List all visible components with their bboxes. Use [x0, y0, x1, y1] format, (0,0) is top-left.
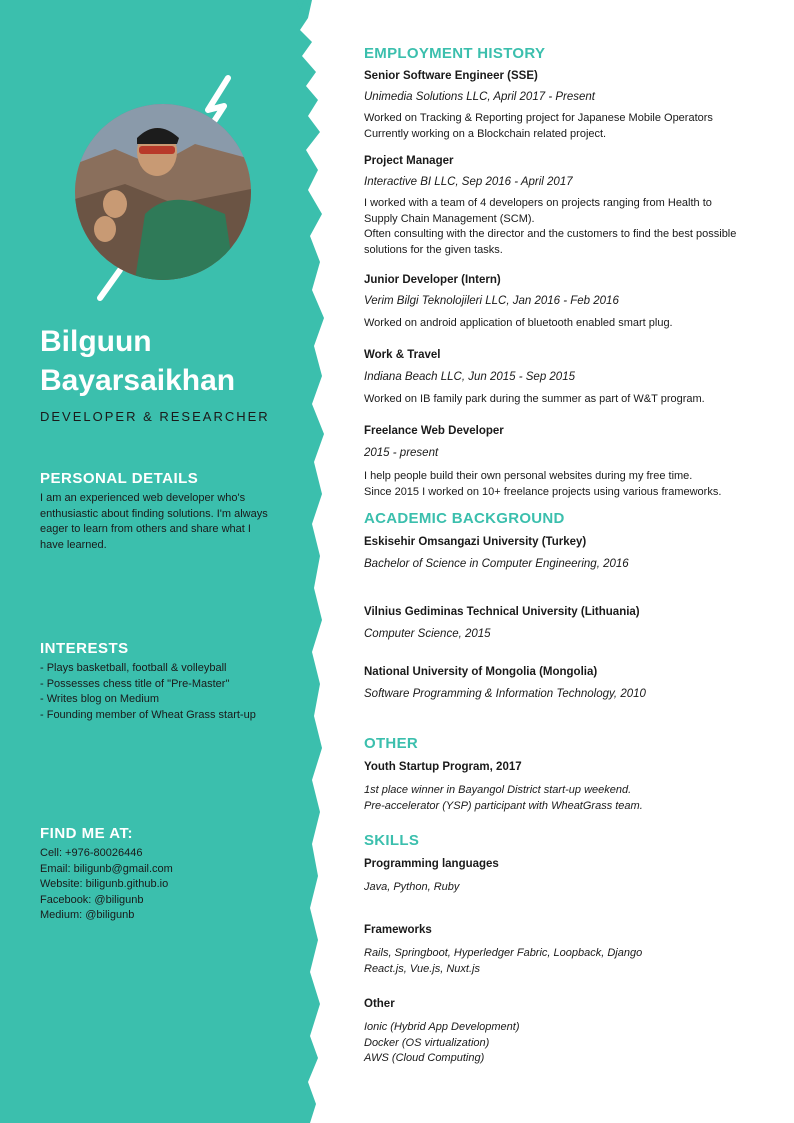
school-degree: Computer Science, 2015: [364, 628, 491, 640]
contact-facebook[interactable]: Facebook: @biligunb: [40, 893, 144, 906]
first-name: Bilguun: [40, 325, 152, 358]
text-line: Worked on IB family park during the summer as part of W&T program.: [364, 393, 705, 405]
text-line: Worked on android application of bluetooth enabled smart plug.: [364, 317, 673, 329]
skill-group-items: [364, 880, 764, 896]
other-heading: OTHER: [364, 735, 418, 752]
text-line: Since 2015 I worked on 10+ freelance projects using various frameworks.: [364, 485, 722, 498]
employment-heading: EMPLOYMENT HISTORY: [364, 45, 546, 62]
text-line: React.js, Vue.js, Nuxt.js: [364, 962, 480, 975]
job-title: Junior Developer (Intern): [364, 274, 501, 286]
text-line: Supply Chain Management (SCM).: [364, 212, 535, 225]
contact-medium[interactable]: Medium: @biligunb: [40, 909, 135, 921]
school-degree: Software Programming & Information Technology, 2010: [364, 688, 646, 700]
list-item: - Possesses chess title of "Pre-Master": [40, 677, 230, 690]
list-item: - Writes blog on Medium: [40, 693, 160, 705]
school-title: National University of Mongolia (Mongolia): [364, 666, 598, 678]
contact-heading: FIND ME AT:: [40, 825, 133, 842]
skill-group-title: Frameworks: [364, 924, 432, 936]
full-name: [40, 322, 320, 400]
job-subtitle: Unimedia Solutions LLC, April 2017 - Present: [364, 91, 595, 103]
skills-heading: SKILLS: [364, 832, 420, 849]
school-degree: Bachelor of Science in Computer Engineering, 2016: [364, 558, 629, 570]
personal-details-text: [40, 491, 290, 553]
interests-list: [40, 661, 290, 723]
text-line: enthusiastic about finding solutions. I'm always: [40, 507, 268, 520]
profile-photo: [75, 104, 251, 280]
other-item-description: [364, 783, 764, 814]
job-description: [364, 469, 764, 500]
job-subtitle: Interactive BI LLC, Sep 2016 - April 2017: [364, 176, 573, 188]
list-item: - Plays basketball, football & volleyball: [40, 662, 227, 674]
text-line: Docker (OS virtualization): [364, 1036, 490, 1049]
job-title: Work & Travel: [364, 349, 441, 361]
text-line: eager to learn from others and share what I: [40, 523, 251, 535]
text-line: AWS (Cloud Computing): [364, 1052, 485, 1064]
last-name: Bayarsaikhan: [40, 364, 236, 397]
job-description: [364, 392, 764, 408]
interests-heading: INTERESTS: [40, 640, 129, 657]
contact-website[interactable]: Website: biligunb.github.io: [40, 878, 169, 890]
job-title: Project Manager: [364, 155, 454, 167]
skill-group-items: [364, 1020, 764, 1067]
contact-phone[interactable]: Cell: +976-80026446: [40, 847, 143, 859]
text-line: Worked on Tracking & Reporting project for Japanese Mobile Operators: [364, 112, 713, 124]
text-line: Currently working on a Blockchain related project.: [364, 127, 607, 140]
job-title: Senior Software Engineer (SSE): [364, 70, 538, 82]
text-line: I worked with a team of 4 developers on projects ranging from Health to: [364, 197, 712, 209]
text-line: Pre-accelerator (YSP) participant with WheatGrass team.: [364, 799, 643, 812]
academic-heading: ACADEMIC BACKGROUND: [364, 510, 565, 527]
job-description: [364, 316, 764, 332]
skill-group-title: Other: [364, 998, 395, 1010]
text-line: Java, Python, Ruby: [364, 881, 460, 893]
list-item: - Founding member of Wheat Grass start-up: [40, 708, 256, 721]
text-line: solutions for the given tasks.: [364, 243, 503, 256]
text-line: Ionic (Hybrid App Development): [364, 1021, 520, 1033]
text-line: Often consulting with the director and the customers to find the best possible: [364, 228, 737, 240]
text-line: I help people build their own personal websites during my free time.: [364, 470, 693, 482]
text-line: I am an experienced web developer who's: [40, 492, 246, 504]
job-description: [364, 196, 764, 258]
text-line: have learned.: [40, 538, 107, 551]
job-role: DEVELOPER & RESEARCHER: [40, 409, 270, 424]
contact-email[interactable]: Email: biligunb@gmail.com: [40, 862, 173, 875]
job-subtitle: Verim Bilgi Teknolojileri LLC, Jan 2016 - Feb 2016: [364, 295, 619, 307]
text-line: 1st place winner in Bayangol District start-up weekend.: [364, 784, 632, 796]
school-title: Eskisehir Omsangazi University (Turkey): [364, 536, 587, 548]
text-line: Rails, Springboot, Hyperledger Fabric, Loopback, Django: [364, 947, 643, 959]
skill-group-title: Programming languages: [364, 858, 499, 870]
contact-list: [40, 846, 290, 924]
skill-group-items: [364, 946, 764, 977]
other-item-title: Youth Startup Program, 2017: [364, 761, 522, 773]
personal-details-heading: PERSONAL DETAILS: [40, 470, 199, 487]
job-title: Freelance Web Developer: [364, 425, 504, 437]
job-subtitle: Indiana Beach LLC, Jun 2015 - Sep 2015: [364, 371, 575, 383]
job-subtitle: 2015 - present: [364, 447, 439, 459]
job-description: [364, 111, 764, 142]
school-title: Vilnius Gediminas Technical University (Lithuania): [364, 606, 640, 618]
